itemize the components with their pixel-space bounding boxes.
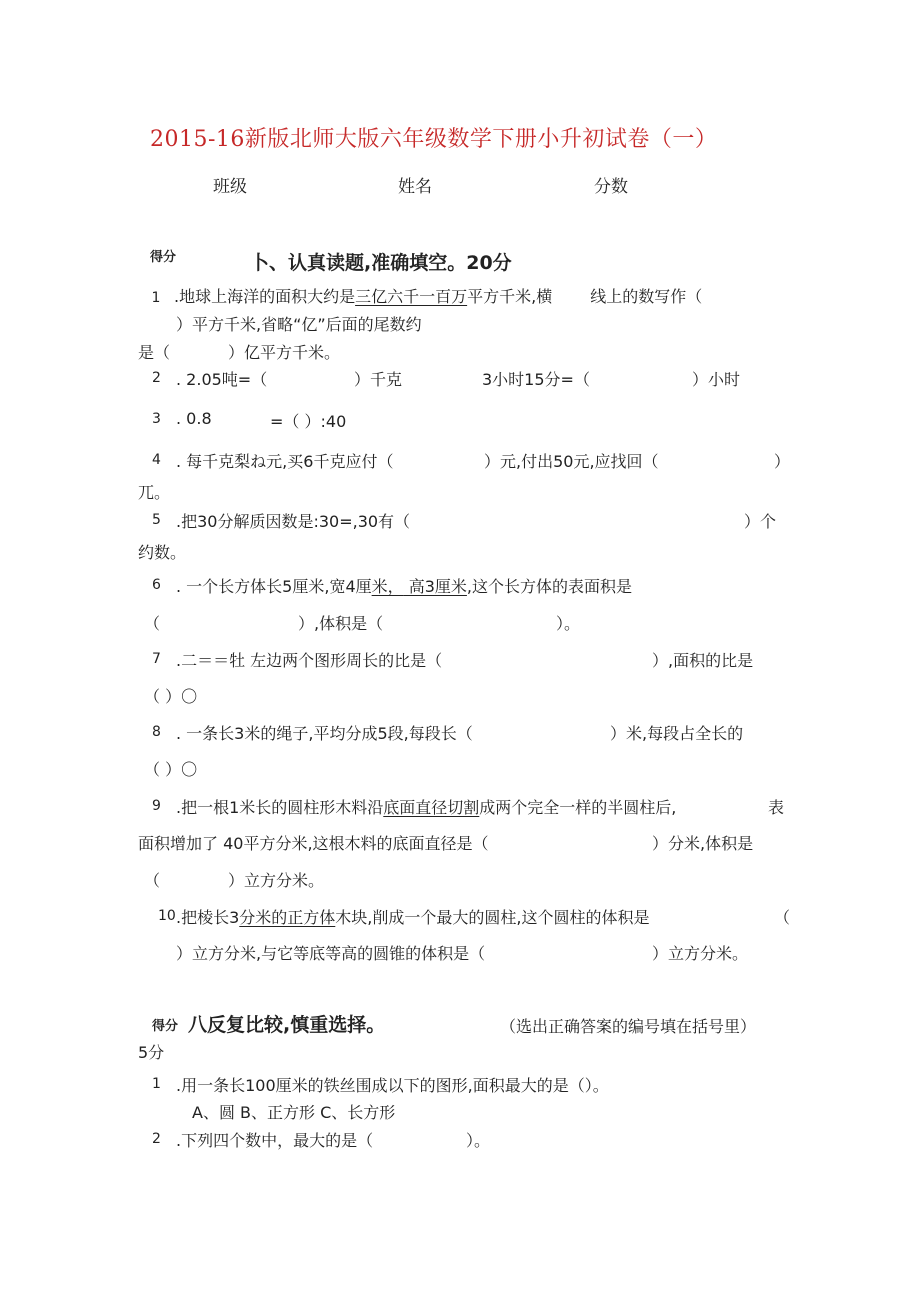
q1-text-c: 平方千米,横 (467, 287, 553, 306)
question-10-line1 (176, 905, 649, 928)
q2-num: 2 (152, 370, 161, 386)
q8-num: 8 (152, 724, 161, 740)
q10-text-d: （ (774, 908, 791, 927)
q6-text-d: ,这个长方体的表面积是 (466, 577, 633, 596)
q7-text-c: （ ）〇 (144, 687, 198, 706)
q10-text-f: ）立方分米。 (652, 944, 749, 963)
q4-text-b: ）元,付出50元,应找回（ (484, 452, 659, 471)
section2-heading: 八反复比较,慎重选择。 (188, 1014, 386, 1036)
q10-text-c: 木块,削成一个最大的圆柱,这个圆柱的体积是 (335, 908, 650, 927)
q9-text-e: 面积增加了 40平方分米,这根木料的底面直径是（ (138, 834, 489, 853)
q9-text-a: .把一根1米长的圆柱形木料沿 (176, 798, 384, 817)
q2-text-d: ）小时 (692, 370, 741, 389)
q8-text-a: . 一条长3米的绳子,平均分成5段,每段长（ (176, 724, 473, 743)
q6-underlined-1: 米， (371, 577, 404, 596)
q6-text-g: ）。 (556, 614, 581, 633)
s2-q2-text-a: .下列四个数中，最大的是（ (176, 1131, 374, 1150)
q6-underlined-2: 高3厘米 (403, 577, 467, 596)
q1-text-d: 线上的数写作（ (590, 287, 703, 306)
name-label: 姓名 (398, 177, 432, 197)
q2-text-a: . 2.05吨=（ (176, 370, 268, 389)
q3-num: 3 (152, 411, 161, 427)
q1-text-a: .地球上海洋的面积大约是 (174, 287, 356, 306)
question-1-line1 (138, 284, 702, 307)
q4-num: 4 (152, 452, 161, 468)
q1-text-f: 是（ (138, 343, 171, 362)
q2-text-c: 3小时15分=（ (482, 370, 590, 389)
q1-underlined: 三亿六千一百万 (355, 287, 468, 306)
class-label: 班级 (213, 177, 247, 197)
q9-text-h: ）立方分米。 (228, 871, 325, 890)
q1-num: 1 (151, 290, 161, 306)
score-label: 分数 (594, 177, 628, 197)
s2-q1-options: A、圆 B、正方形 C、长方形 (192, 1103, 396, 1122)
q4-text-d: 兀。 (138, 483, 171, 502)
q1-text-e: ）平方千米,省略“亿”后面的尾数约 (176, 315, 422, 334)
q9-text-c: 成两个完全一样的半圆柱后, (479, 798, 677, 817)
q7-num: 7 (152, 651, 161, 667)
s2-q1-text: .用一条长100厘米的铁丝围成以下的图形,面积最大的是（）。 (176, 1076, 609, 1095)
section2-note: （选出正确答案的编号填在括号里） (500, 1017, 757, 1036)
q10-num: 10 (158, 908, 176, 924)
q6-num: 6 (152, 577, 161, 593)
question-6-line1 (176, 574, 632, 597)
q2-text-b: ）千克 (354, 370, 403, 389)
q10-text-e: ）立方分米,与它等底等高的圆锥的体积是（ (176, 944, 486, 963)
q3-text-b: =（ ）:40 (270, 412, 347, 431)
q5-num: 5 (152, 512, 161, 528)
section1-score-label: 得分 (150, 250, 177, 265)
q9-text-g: （ (144, 871, 161, 890)
q9-text-d: 表 (768, 798, 785, 817)
q3-text-a: . 0.8 (176, 409, 212, 428)
q8-text-c: （ ）〇 (144, 760, 198, 779)
q6-text-e: （ (144, 614, 161, 633)
s2-q1-num: 1 (152, 1076, 161, 1092)
q9-num: 9 (152, 798, 161, 814)
section2-points: 5分 (138, 1043, 165, 1062)
q5-text-b: ）个 (744, 512, 777, 531)
q7-text-a: .二＝＝牡 左边两个图形周长的比是（ (176, 651, 443, 670)
section1-heading: 卜、认真读题,准确填空。20分 (250, 252, 512, 274)
question-1-line3 (138, 340, 340, 363)
s2-q2-num: 2 (152, 1131, 161, 1147)
q4-text-c: ） (774, 452, 791, 471)
page-title: 2015-16新版北师大版六年级数学下册小升初试卷（一） (150, 127, 718, 152)
q9-text-f: ）分米,体积是 (652, 834, 754, 853)
q1-text-g: ）亿平方千米。 (228, 343, 341, 362)
q6-text-f: ）,体积是（ (298, 614, 384, 633)
q8-text-b: ）米,每段占全长的 (610, 724, 744, 743)
section2-score-label: 得分 (152, 1019, 179, 1034)
q7-text-b: ）,面积的比是 (652, 651, 754, 670)
q5-text-c: 约数。 (138, 543, 187, 562)
question-9-line1 (176, 795, 676, 818)
q4-text-a: . 每千克梨ね元,买6千克应付（ (176, 452, 394, 471)
q10-underlined: 分米的正方体 (239, 908, 336, 927)
q9-underlined: 底面直径切割 (383, 798, 480, 817)
q10-text-a: .把棱长3 (176, 908, 240, 927)
q5-text-a: .把30分解质因数是:30=,30有（ (176, 512, 411, 531)
s2-q2-text-b: ）。 (466, 1131, 491, 1150)
q6-text-a: . 一个长方体长5厘米,宽4厘 (176, 577, 372, 596)
